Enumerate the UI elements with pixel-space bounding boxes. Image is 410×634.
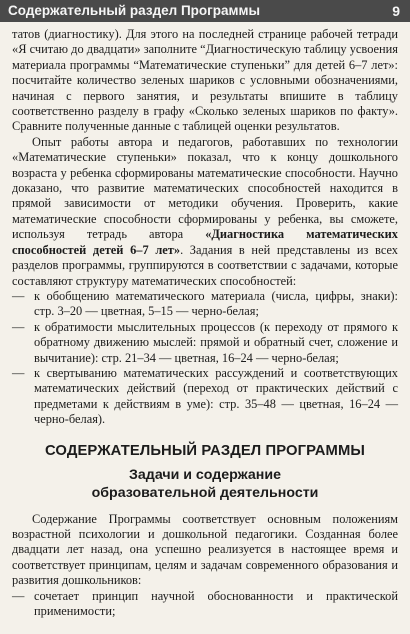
page-content bbox=[12, 27, 398, 634]
paragraph-author-experience-tail: . Задания в ней представлены из всех разделов программы, группируются в соответствии с задачами, которые составляют структуру математических способностей: bbox=[12, 242, 398, 288]
running-header bbox=[0, 0, 410, 22]
subsection-heading-line2: образовательной деятельности bbox=[91, 484, 319, 501]
list-dash: — bbox=[12, 588, 25, 603]
workbook-title-bold: «Диагностика математических способностей детей 6–7 лет» bbox=[12, 227, 398, 257]
list-dash: — bbox=[12, 365, 25, 380]
list-item-text: к свертыванию математических рассуждений и соответствующих математических действий (переход от практических действий с предметами к действиям в уме): стр. 35–48 — цветная, 16–24 — черно-белая). bbox=[34, 365, 398, 427]
list-item-text: сочетает принцип научной обоснованности и практической применимости; bbox=[34, 588, 398, 618]
abilities-list bbox=[12, 289, 398, 428]
section-heading: СОДЕРЖАТЕЛЬНЫЙ РАЗДЕЛ ПРОГРАММЫ bbox=[44, 442, 365, 459]
list-item bbox=[12, 589, 398, 620]
paragraph-diagnostics-continuation: татов (диагностику). Для этого на последней странице рабочей тетради «Я считаю до двадцати» заполните “Диагностическую таблицу усвоения материала программы “Математические ступеньки” для детей 6–7 лет»: посчитайте количество зеленых шариков с условными обозначениями, начиная с первого занятия, и результаты впишите в таблицу соответственно разделу в графу «Сколько зеленых шариков по факту». Сравните полученные данные с таблицей оценки результатов. bbox=[12, 27, 398, 134]
principles-list bbox=[12, 589, 398, 620]
list-item-text: к обратимости мыслительных процессов (к переходу от прямого к обратному движению мыслей: прямой и обратный счет, сложение и вычитание): стр. 21–34 — цветная, 16–24 — черно-белая; bbox=[34, 319, 398, 365]
running-header-title: Содержательный раздел Программы bbox=[8, 3, 261, 18]
list-item-text: к обобщению математического материала (числа, цифры, знаки): стр. 3–20 — цветная, 5–15 — черно-белая; bbox=[34, 288, 398, 319]
list-item bbox=[12, 320, 398, 366]
page-number: 9 bbox=[392, 3, 400, 19]
list-dash: — bbox=[12, 319, 25, 334]
paragraph-author-experience-text: Опыт работы автора и педагогов, работавших по технологии «Математические ступеньки» показал, что к концу дошкольного возраста у ребенка сформированы математические способности. Научно доказано, что развитие математических способностей находится в прямой зависимости от методики обучения. Проверить, какие математические способности сформированы у ребенка, вы сможете, используя тетрадь автора bbox=[12, 134, 398, 242]
list-dash: — bbox=[12, 288, 25, 303]
subsection-heading bbox=[12, 466, 398, 502]
paragraph-program-content: Содержание Программы соответствует основным положениям возрастной психологии и дошкольной педагогики. Созданная более двадцати лет назад, она успешно реализуется в настоящее время и соответствует принципам, целям и задачам современного образования и развития дошкольников: bbox=[12, 511, 398, 588]
list-item bbox=[12, 366, 398, 428]
subsection-heading-line1: Задачи и содержание bbox=[129, 466, 281, 483]
paragraph-author-experience bbox=[12, 135, 398, 289]
list-item bbox=[12, 289, 398, 320]
